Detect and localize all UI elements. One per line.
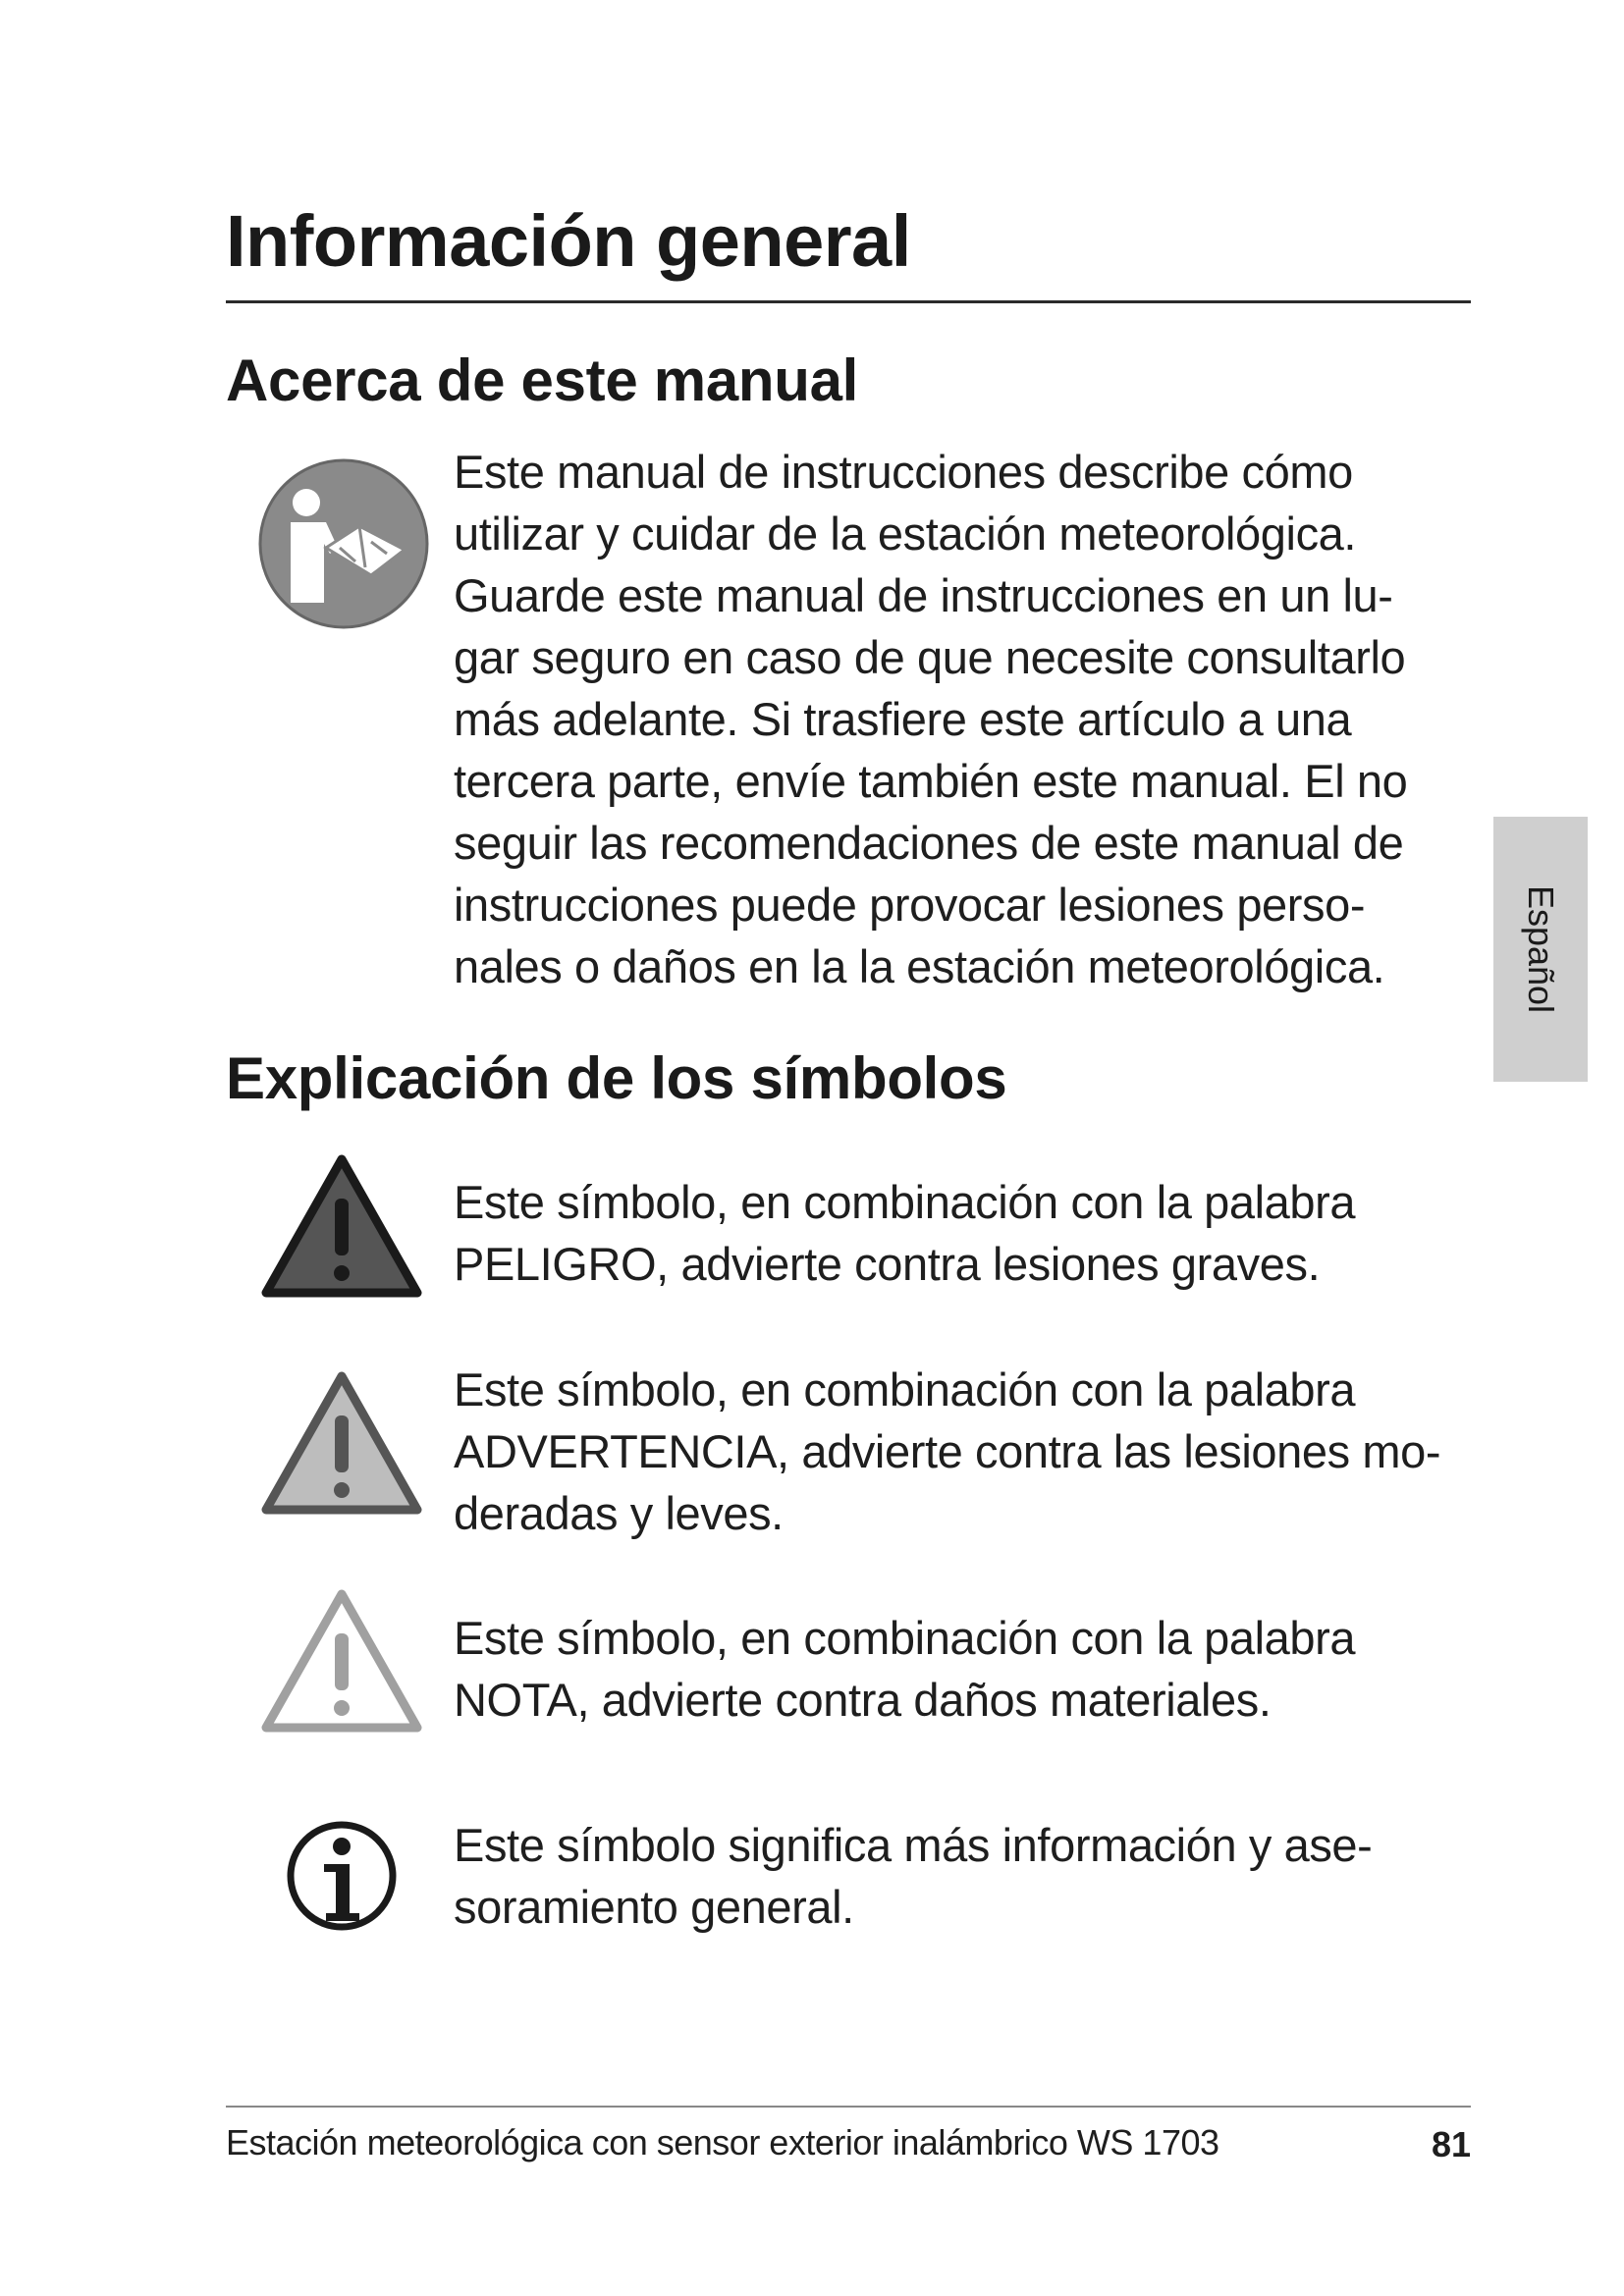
page-title: Información general	[226, 200, 911, 282]
footer-product-name: Estación meteorológica con sensor exterior inalámbrico WS 1703	[226, 2122, 1219, 2163]
about-line: gar seguro en caso de que necesite consultarlo	[454, 631, 1406, 683]
notice-warning-triangle-icon	[260, 1588, 423, 1735]
title-divider	[226, 300, 1471, 303]
symbol-line: Este símbolo, en combinación con la palabra	[454, 1176, 1356, 1228]
info-symbol-description	[454, 1814, 1372, 1938]
symbol-line: NOTA, advierte contra daños materiales.	[454, 1674, 1272, 1726]
about-line: Guarde este manual de instrucciones en un lu-	[454, 569, 1393, 621]
caution-warning-triangle-icon	[260, 1370, 423, 1518]
info-icon	[285, 1819, 399, 1933]
danger-symbol-description	[454, 1171, 1355, 1295]
about-line: nales o daños en la la estación meteorológica.	[454, 940, 1385, 992]
language-tab-label: Español	[1521, 884, 1561, 1014]
about-line: instrucciones puede provocar lesiones perso-	[454, 879, 1366, 931]
about-line: más adelante. Si trasfiere este artículo a una	[454, 693, 1352, 745]
symbol-line: Este símbolo, en combinación con la palabra	[454, 1363, 1356, 1415]
about-line: utilizar y cuidar de la estación meteorológica.	[454, 507, 1357, 560]
about-line: Este manual de instrucciones describe cómo	[454, 446, 1353, 498]
language-side-tab	[1493, 817, 1588, 1082]
page-number: 81	[1431, 2124, 1471, 2164]
footer-divider	[226, 2106, 1471, 2108]
symbol-line: soramiento general.	[454, 1881, 854, 1933]
caution-symbol-description	[454, 1359, 1440, 1544]
read-manual-icon	[257, 457, 430, 630]
notice-symbol-description	[454, 1607, 1355, 1731]
symbol-line: deradas y leves.	[454, 1487, 784, 1539]
symbol-line: PELIGRO, advierte contra lesiones graves.	[454, 1238, 1321, 1290]
symbol-line: ADVERTENCIA, advierte contra las lesiones mo-	[454, 1425, 1441, 1477]
about-manual-paragraph	[454, 441, 1407, 997]
symbol-line: Este símbolo significa más información y ase-	[454, 1819, 1373, 1871]
about-line: tercera parte, envíe también este manual. El no	[454, 755, 1408, 807]
symbol-line: Este símbolo, en combinación con la palabra	[454, 1612, 1356, 1664]
danger-warning-triangle-icon	[260, 1153, 423, 1301]
about-manual-heading: Acerca de este manual	[226, 347, 859, 413]
symbols-heading: Explicación de los símbolos	[226, 1045, 1007, 1111]
about-line: seguir las recomendaciones de este manual de	[454, 817, 1404, 869]
